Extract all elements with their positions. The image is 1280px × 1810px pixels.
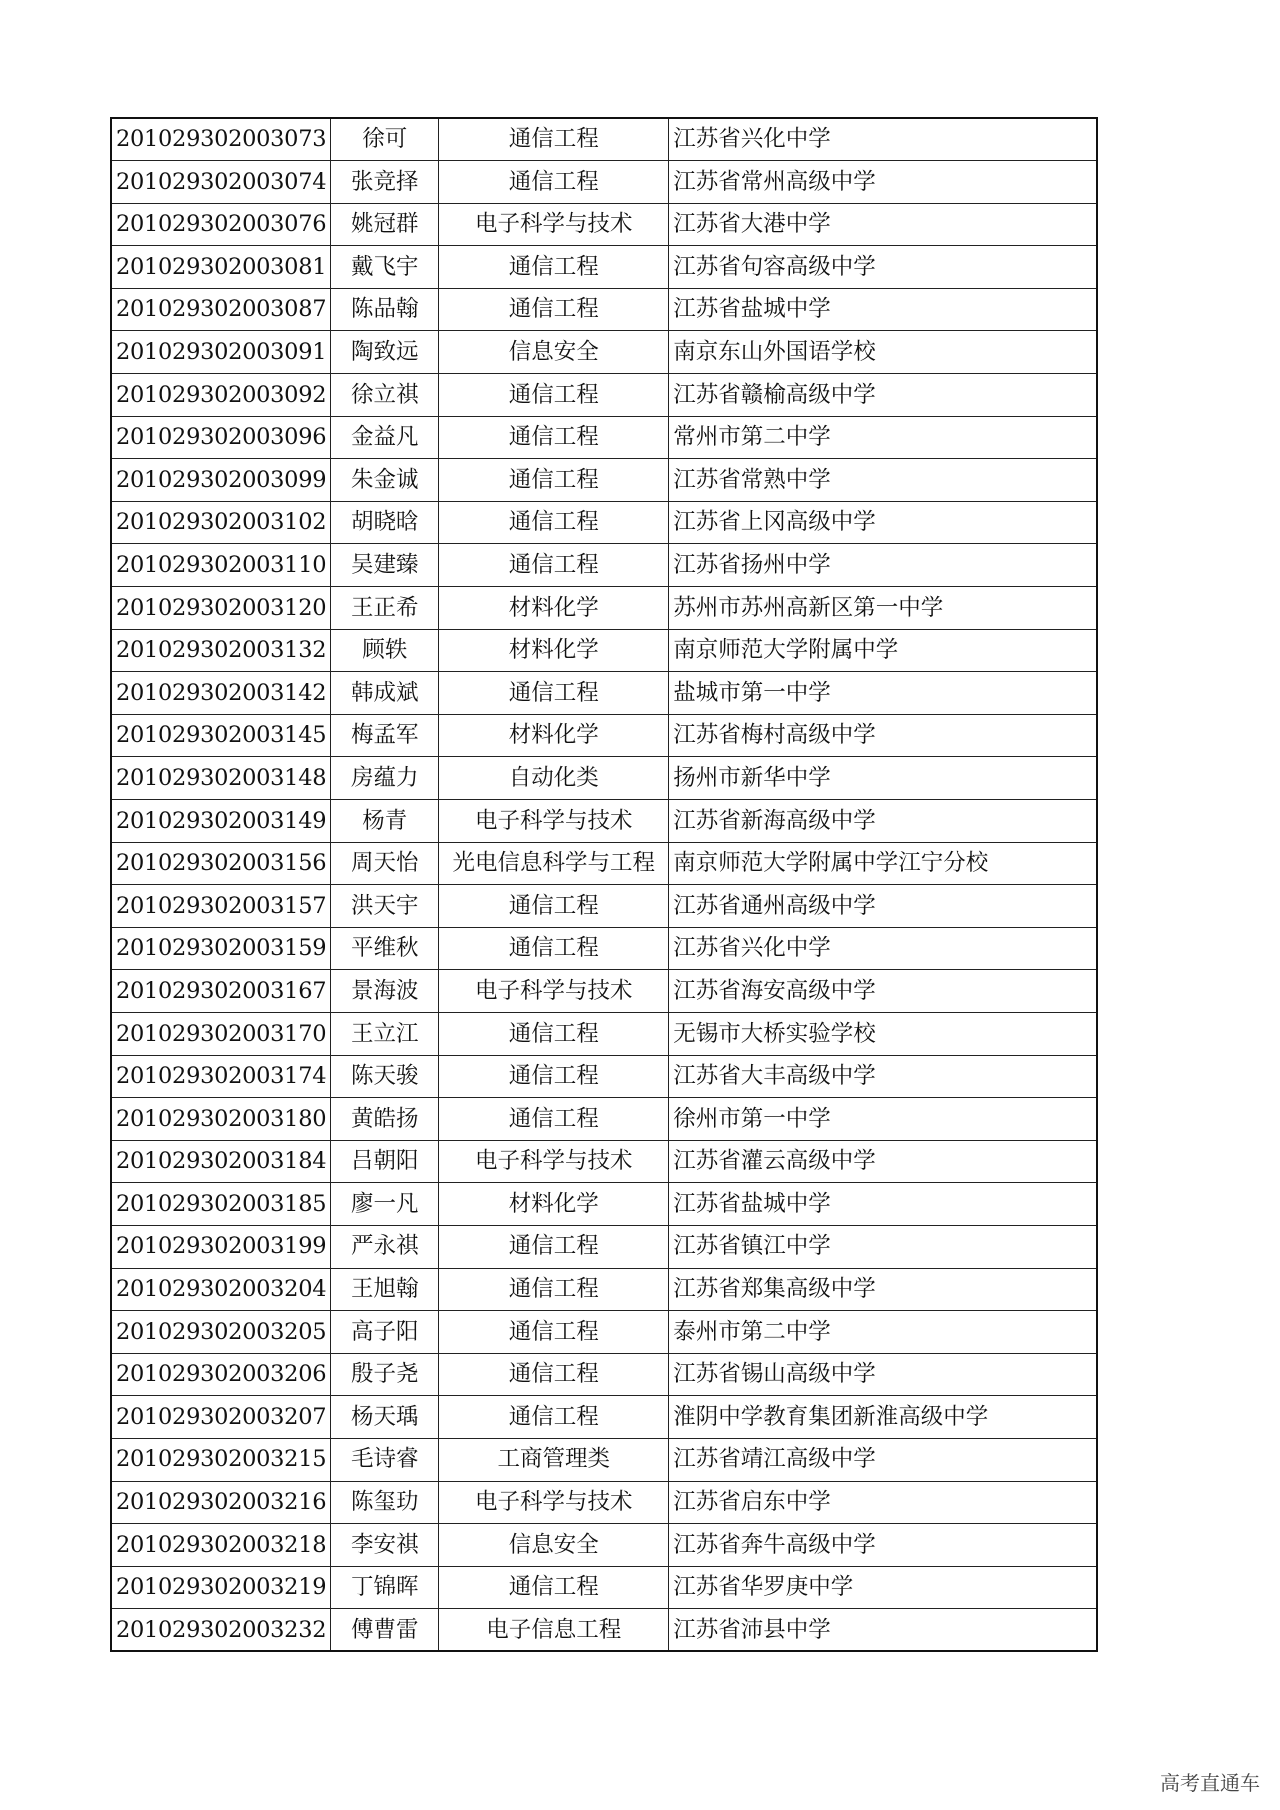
school-cell: 江苏省启东中学 — [669, 1481, 1097, 1524]
student-id-cell: 201029302003218 — [111, 1524, 331, 1567]
student-name-cell: 吕朝阳 — [331, 1140, 439, 1183]
major-cell: 通信工程 — [439, 459, 669, 502]
table-row — [111, 1566, 1097, 1609]
table-row — [111, 374, 1097, 417]
student-name-cell: 陈玺玏 — [331, 1481, 439, 1524]
table-row — [111, 1183, 1097, 1226]
school-cell: 江苏省赣榆高级中学 — [669, 374, 1097, 417]
school-cell: 江苏省华罗庚中学 — [669, 1566, 1097, 1609]
school-cell: 江苏省扬州中学 — [669, 544, 1097, 587]
student-name-cell: 徐立祺 — [331, 374, 439, 417]
student-id-cell: 201029302003156 — [111, 842, 331, 885]
school-cell: 江苏省兴化中学 — [669, 118, 1097, 161]
table-row — [111, 1268, 1097, 1311]
student-id-cell: 201029302003207 — [111, 1396, 331, 1439]
school-cell: 江苏省靖江高级中学 — [669, 1438, 1097, 1481]
student-name-cell: 陈品翰 — [331, 288, 439, 331]
student-id-cell: 201029302003167 — [111, 970, 331, 1013]
major-cell: 通信工程 — [439, 1353, 669, 1396]
table-row — [111, 885, 1097, 928]
student-name-cell: 梅孟军 — [331, 714, 439, 757]
student-name-cell: 朱金诚 — [331, 459, 439, 502]
school-cell: 江苏省锡山高级中学 — [669, 1353, 1097, 1396]
major-cell: 通信工程 — [439, 501, 669, 544]
school-cell: 江苏省兴化中学 — [669, 927, 1097, 970]
table-row — [111, 416, 1097, 459]
major-cell: 自动化类 — [439, 757, 669, 800]
major-cell: 通信工程 — [439, 1566, 669, 1609]
student-id-cell: 201029302003215 — [111, 1438, 331, 1481]
student-id-cell: 201029302003180 — [111, 1098, 331, 1141]
major-cell: 电子科学与技术 — [439, 1481, 669, 1524]
student-name-cell: 李安祺 — [331, 1524, 439, 1567]
student-name-cell: 傅曹雷 — [331, 1609, 439, 1652]
table-row — [111, 1524, 1097, 1567]
table-row — [111, 842, 1097, 885]
school-cell: 扬州市新华中学 — [669, 757, 1097, 800]
student-id-cell: 201029302003148 — [111, 757, 331, 800]
student-id-cell: 201029302003149 — [111, 800, 331, 843]
student-id-cell: 201029302003074 — [111, 161, 331, 204]
major-cell: 通信工程 — [439, 885, 669, 928]
table-row — [111, 1098, 1097, 1141]
major-cell: 材料化学 — [439, 714, 669, 757]
student-id-cell: 201029302003206 — [111, 1353, 331, 1396]
student-id-cell: 201029302003170 — [111, 1012, 331, 1055]
student-id-cell: 201029302003145 — [111, 714, 331, 757]
table-row — [111, 1012, 1097, 1055]
student-name-cell: 金益凡 — [331, 416, 439, 459]
student-name-cell: 房蕴力 — [331, 757, 439, 800]
table-row — [111, 246, 1097, 289]
student-name-cell: 周天怡 — [331, 842, 439, 885]
student-name-cell: 严永祺 — [331, 1225, 439, 1268]
table-row — [111, 1438, 1097, 1481]
student-name-cell: 王旭翰 — [331, 1268, 439, 1311]
school-cell: 南京师范大学附属中学 — [669, 629, 1097, 672]
student-name-cell: 洪天宇 — [331, 885, 439, 928]
school-cell: 常州市第二中学 — [669, 416, 1097, 459]
major-cell: 通信工程 — [439, 416, 669, 459]
table-row — [111, 970, 1097, 1013]
table-row — [111, 203, 1097, 246]
student-name-cell: 吴建臻 — [331, 544, 439, 587]
watermark: 高考直通车 — [1160, 1771, 1260, 1795]
table-row — [111, 927, 1097, 970]
school-cell: 徐州市第一中学 — [669, 1098, 1097, 1141]
table-row — [111, 1396, 1097, 1439]
table-row — [111, 1140, 1097, 1183]
student-id-cell: 201029302003132 — [111, 629, 331, 672]
school-cell: 江苏省盐城中学 — [669, 288, 1097, 331]
school-cell: 江苏省常州高级中学 — [669, 161, 1097, 204]
table-row — [111, 800, 1097, 843]
major-cell: 通信工程 — [439, 374, 669, 417]
major-cell: 电子科学与技术 — [439, 203, 669, 246]
major-cell: 通信工程 — [439, 544, 669, 587]
student-id-cell: 201029302003199 — [111, 1225, 331, 1268]
major-cell: 通信工程 — [439, 1098, 669, 1141]
student-name-cell: 陶致远 — [331, 331, 439, 374]
student-id-cell: 201029302003219 — [111, 1566, 331, 1609]
major-cell: 材料化学 — [439, 1183, 669, 1226]
student-id-cell: 201029302003092 — [111, 374, 331, 417]
student-id-cell: 201029302003174 — [111, 1055, 331, 1098]
major-cell: 电子科学与技术 — [439, 1140, 669, 1183]
student-id-cell: 201029302003159 — [111, 927, 331, 970]
school-cell: 江苏省梅村高级中学 — [669, 714, 1097, 757]
student-name-cell: 丁锦晖 — [331, 1566, 439, 1609]
table-row — [111, 757, 1097, 800]
student-name-cell: 徐可 — [331, 118, 439, 161]
major-cell: 通信工程 — [439, 161, 669, 204]
table-row — [111, 629, 1097, 672]
student-id-cell: 201029302003099 — [111, 459, 331, 502]
table-row — [111, 1225, 1097, 1268]
student-id-cell: 201029302003120 — [111, 587, 331, 630]
school-cell: 江苏省沛县中学 — [669, 1609, 1097, 1652]
student-id-cell: 201029302003076 — [111, 203, 331, 246]
student-name-cell: 景海波 — [331, 970, 439, 1013]
student-name-cell: 顾轶 — [331, 629, 439, 672]
student-name-cell: 王立江 — [331, 1012, 439, 1055]
major-cell: 电子信息工程 — [439, 1609, 669, 1652]
student-name-cell: 毛诗睿 — [331, 1438, 439, 1481]
student-name-cell: 胡晓晗 — [331, 501, 439, 544]
school-cell: 江苏省郑集高级中学 — [669, 1268, 1097, 1311]
major-cell: 信息安全 — [439, 1524, 669, 1567]
major-cell: 材料化学 — [439, 587, 669, 630]
table-row — [111, 331, 1097, 374]
table-row — [111, 1055, 1097, 1098]
school-cell: 江苏省通州高级中学 — [669, 885, 1097, 928]
major-cell: 材料化学 — [439, 629, 669, 672]
major-cell: 通信工程 — [439, 927, 669, 970]
student-id-cell: 201029302003142 — [111, 672, 331, 715]
school-cell: 江苏省上冈高级中学 — [669, 501, 1097, 544]
major-cell: 电子科学与技术 — [439, 970, 669, 1013]
student-id-cell: 201029302003102 — [111, 501, 331, 544]
major-cell: 通信工程 — [439, 1055, 669, 1098]
table-row — [111, 1353, 1097, 1396]
student-id-cell: 201029302003091 — [111, 331, 331, 374]
major-cell: 通信工程 — [439, 118, 669, 161]
student-id-cell: 201029302003204 — [111, 1268, 331, 1311]
major-cell: 光电信息科学与工程 — [439, 842, 669, 885]
major-cell: 通信工程 — [439, 1012, 669, 1055]
student-name-cell: 王正希 — [331, 587, 439, 630]
student-name-cell: 黄皓扬 — [331, 1098, 439, 1141]
school-cell: 江苏省海安高级中学 — [669, 970, 1097, 1013]
school-cell: 南京师范大学附属中学江宁分校 — [669, 842, 1097, 885]
student-name-cell: 平维秋 — [331, 927, 439, 970]
school-cell: 江苏省灌云高级中学 — [669, 1140, 1097, 1183]
student-id-cell: 201029302003184 — [111, 1140, 331, 1183]
student-id-cell: 201029302003110 — [111, 544, 331, 587]
school-cell: 淮阴中学教育集团新淮高级中学 — [669, 1396, 1097, 1439]
student-name-cell: 廖一凡 — [331, 1183, 439, 1226]
table-row — [111, 1609, 1097, 1652]
student-id-cell: 201029302003232 — [111, 1609, 331, 1652]
student-name-cell: 戴飞宇 — [331, 246, 439, 289]
table-row — [111, 587, 1097, 630]
student-id-cell: 201029302003216 — [111, 1481, 331, 1524]
table-row — [111, 288, 1097, 331]
school-cell: 江苏省新海高级中学 — [669, 800, 1097, 843]
table-row — [111, 544, 1097, 587]
school-cell: 江苏省奔牛高级中学 — [669, 1524, 1097, 1567]
student-name-cell: 姚冠群 — [331, 203, 439, 246]
student-table — [110, 117, 1098, 1652]
school-cell: 江苏省镇江中学 — [669, 1225, 1097, 1268]
student-name-cell: 杨天瑀 — [331, 1396, 439, 1439]
school-cell: 江苏省常熟中学 — [669, 459, 1097, 502]
student-name-cell: 高子阳 — [331, 1311, 439, 1354]
student-id-cell: 201029302003157 — [111, 885, 331, 928]
table-row — [111, 672, 1097, 715]
major-cell: 通信工程 — [439, 1311, 669, 1354]
school-cell: 盐城市第一中学 — [669, 672, 1097, 715]
student-name-cell: 张竞择 — [331, 161, 439, 204]
school-cell: 泰州市第二中学 — [669, 1311, 1097, 1354]
table-row — [111, 118, 1097, 161]
student-id-cell: 201029302003087 — [111, 288, 331, 331]
student-id-cell: 201029302003073 — [111, 118, 331, 161]
student-name-cell: 陈天骏 — [331, 1055, 439, 1098]
major-cell: 工商管理类 — [439, 1438, 669, 1481]
student-id-cell: 201029302003205 — [111, 1311, 331, 1354]
school-cell: 江苏省大港中学 — [669, 203, 1097, 246]
student-name-cell: 殷子尧 — [331, 1353, 439, 1396]
major-cell: 通信工程 — [439, 672, 669, 715]
table-row — [111, 1311, 1097, 1354]
table-row — [111, 714, 1097, 757]
student-table-body — [111, 118, 1097, 1651]
student-id-cell: 201029302003185 — [111, 1183, 331, 1226]
school-cell: 南京东山外国语学校 — [669, 331, 1097, 374]
major-cell: 电子科学与技术 — [439, 800, 669, 843]
table-row — [111, 1481, 1097, 1524]
student-name-cell: 韩成斌 — [331, 672, 439, 715]
major-cell: 通信工程 — [439, 288, 669, 331]
table-row — [111, 161, 1097, 204]
table-row — [111, 501, 1097, 544]
school-cell: 江苏省句容高级中学 — [669, 246, 1097, 289]
major-cell: 通信工程 — [439, 1396, 669, 1439]
school-cell: 苏州市苏州高新区第一中学 — [669, 587, 1097, 630]
student-name-cell: 杨青 — [331, 800, 439, 843]
student-id-cell: 201029302003081 — [111, 246, 331, 289]
table-row — [111, 459, 1097, 502]
major-cell: 通信工程 — [439, 246, 669, 289]
school-cell: 江苏省大丰高级中学 — [669, 1055, 1097, 1098]
major-cell: 通信工程 — [439, 1268, 669, 1311]
student-id-cell: 201029302003096 — [111, 416, 331, 459]
major-cell: 通信工程 — [439, 1225, 669, 1268]
major-cell: 信息安全 — [439, 331, 669, 374]
school-cell: 无锡市大桥实验学校 — [669, 1012, 1097, 1055]
school-cell: 江苏省盐城中学 — [669, 1183, 1097, 1226]
